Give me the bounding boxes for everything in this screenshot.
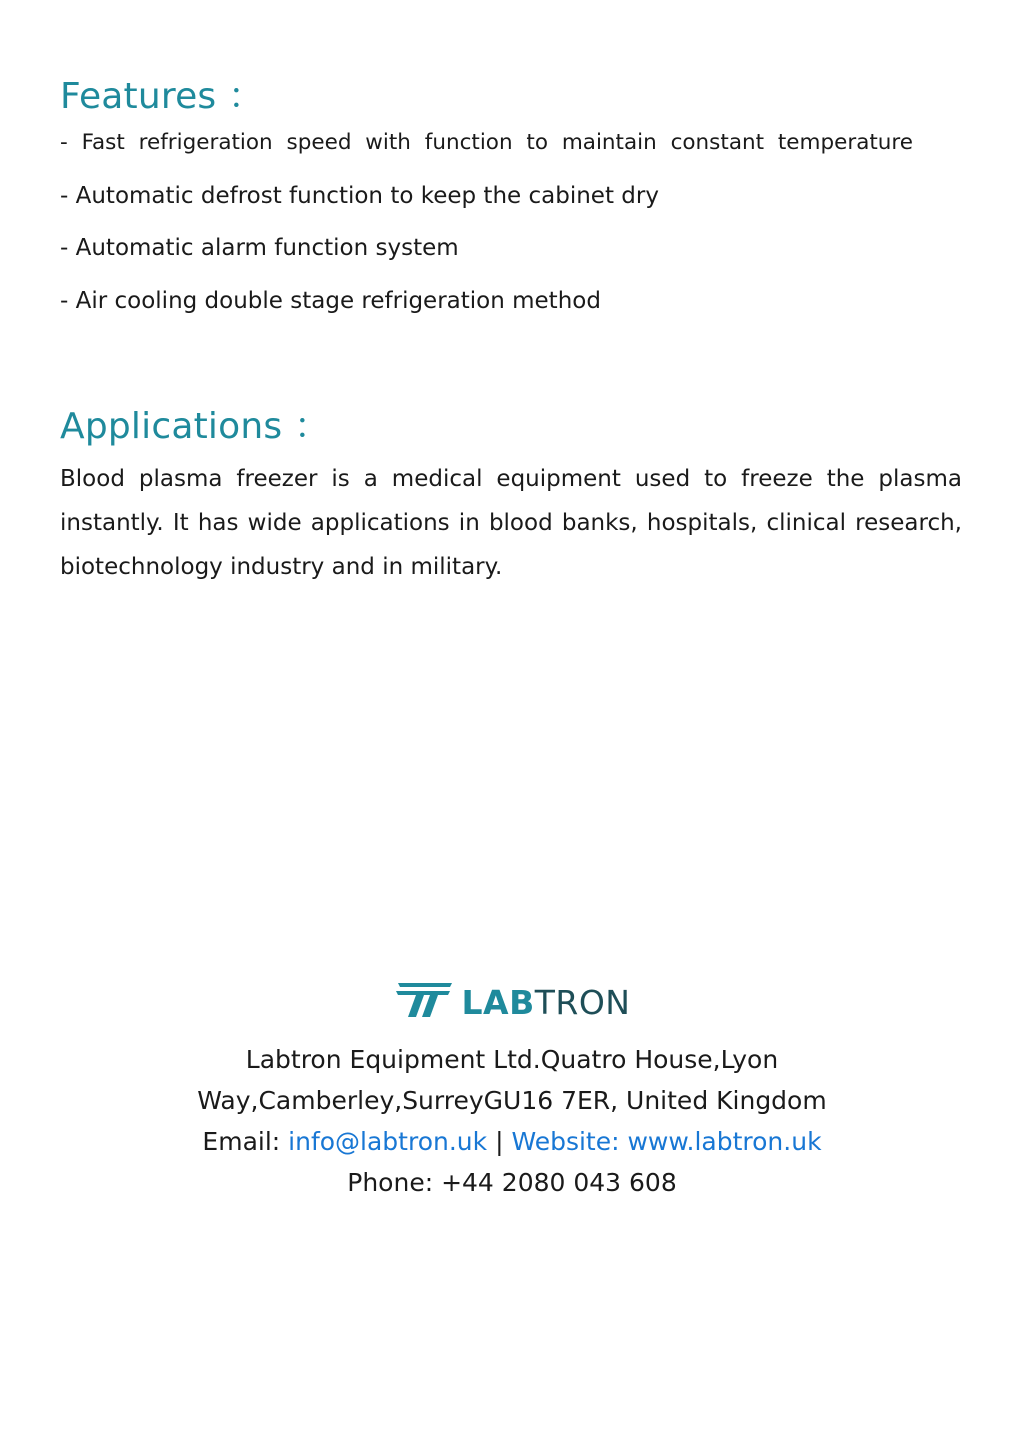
phone-line: Phone: +44 2080 043 608 (347, 1168, 677, 1197)
feature-item: - Air cooling double stage refrigeration method (60, 287, 601, 314)
address-line-1: Labtron Equipment Ltd.Quatro House,Lyon (245, 1045, 779, 1074)
labtron-logo-mark-icon (394, 979, 456, 1021)
applications-heading: Applications ： (60, 406, 331, 447)
website-link[interactable]: Website: www.labtron.uk (511, 1127, 822, 1156)
email-label: Email: (202, 1127, 289, 1156)
logo-text-tron: TRON (534, 982, 631, 1022)
feature-item: - Automatic alarm function system (60, 235, 459, 261)
features-heading: Features ： (60, 76, 265, 117)
link-separator: | (487, 1127, 512, 1156)
footer (0, 975, 1024, 1203)
email-link[interactable]: info@labtron.uk (288, 1127, 488, 1156)
applications-paragraph: Blood plasma freezer is a medical equipment used to freeze the plasma instantly. It has wide applications in blood banks, hospitals, clinical research, biotechnology industry and in military. (60, 466, 962, 580)
logo-wordmark (461, 982, 631, 1022)
feature-item: - Automatic defrost function to keep the cabinet dry (60, 182, 659, 209)
feature-item: - Fast refrigeration speed with function to maintain constant temperature (60, 130, 914, 155)
contact-links-line (0, 1121, 1024, 1162)
features-list (60, 130, 960, 340)
logo-text-lab: LAB (461, 982, 535, 1022)
contact-block (0, 1039, 1024, 1203)
address-line-2: Way,Camberley,SurreyGU16 7ER, United Kingdom (197, 1086, 827, 1115)
labtron-logo (394, 975, 631, 1025)
